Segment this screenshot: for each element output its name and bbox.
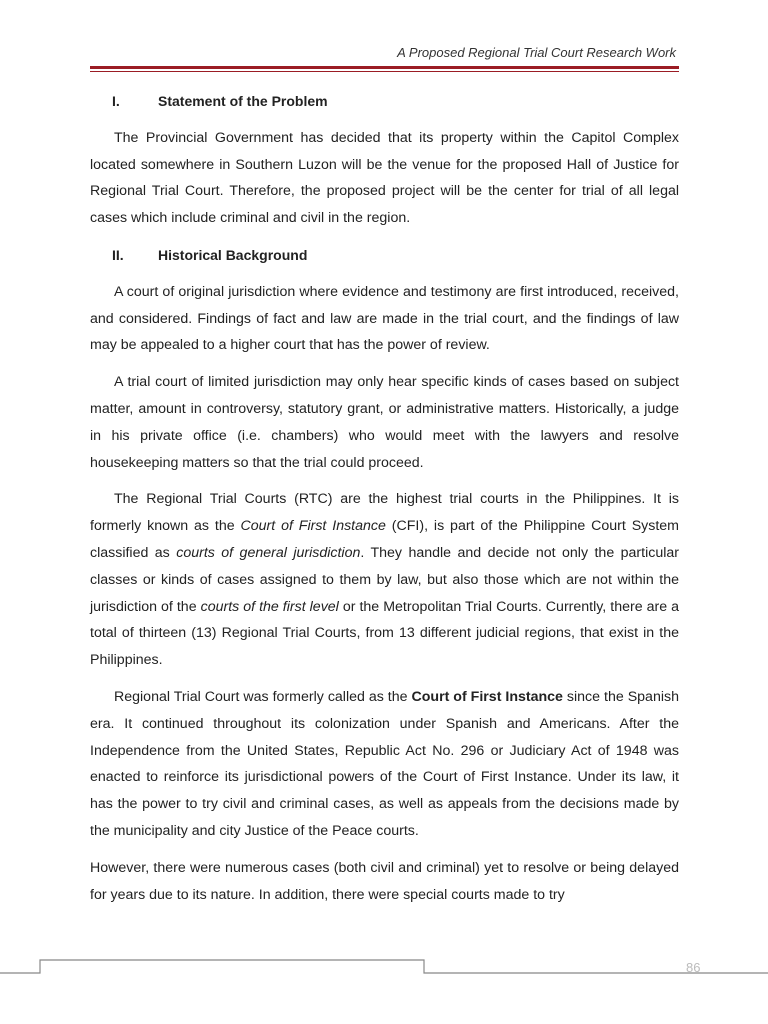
text-run: Regional Trial Court was formerly called as the xyxy=(114,688,412,705)
italic-term: Court of First Instance xyxy=(240,518,386,535)
paragraph-limited-jurisdiction: A trial court of limited jurisdiction may only hear specific kinds of cases based on subject matter, amount in controversy, statutory grant, or administrative matters. Historically, a judge in his private office (i.e. chambers) who would meet with the lawyers and resolve housekeeping matters so that the trial could proceed. xyxy=(90,374,679,471)
header-rule-thick xyxy=(90,66,679,69)
italic-term: courts of the first level xyxy=(200,598,339,615)
text-run: (CFI), is part of the Philippine Court System classified as xyxy=(90,518,679,561)
page-number: 86 xyxy=(686,960,701,975)
document-body xyxy=(90,88,679,918)
paragraph-statement: The Provincial Government has decided that its property within the Capitol Complex located somewhere in Southern Luzon will be the venue for the proposed Hall of Justice for Regional Trial Court. Therefore, the proposed project will be the center for trial of all legal cases which include criminal and civil in the region. xyxy=(90,129,679,227)
page-header-title: A Proposed Regional Trial Court Research Work xyxy=(397,45,676,60)
text-run: since the Spanish era. It continued throughout its colonization under Spanish and Americans. After the Independence from the United States, Republic Act No. 296 or Judiciary Act of 1948 was enacted to reinforce its jurisdictional powers of the Court of First Instance. Under its law, it has the power to try civil and criminal cases, as well as appeals from the decisions made by the municipality and city Justice of the Peace courts. xyxy=(90,688,679,839)
header-rule-thin xyxy=(90,71,679,72)
section-number: II. xyxy=(112,246,124,263)
section-number: I. xyxy=(112,93,120,109)
paragraph-numerous-cases: However, there were numerous cases (both civil and criminal) yet to resolve or being delayed for years due to its nature. In addition, there were special courts made to try xyxy=(90,859,679,903)
section-title: Historical Background xyxy=(158,246,308,263)
text-run: or the Metropolitan Trial Courts. Currently, there are a total of thirteen (13) Regional Trial Courts, from 13 different judicial regions, that exist in the Philippines. xyxy=(90,598,679,669)
paragraph-regional-trial-courts xyxy=(90,486,679,674)
section-heading-historical xyxy=(90,242,679,269)
paragraph-original-jurisdiction: A court of original jurisdiction where evidence and testimony are first introduced, received, and considered. Findings of fact and law are made in the trial court, and the findings of law may be appealed to a higher court that has the power of review. xyxy=(90,283,679,354)
italic-term: courts of general jurisdiction xyxy=(176,544,361,561)
bold-term: Court of First Instance xyxy=(411,688,563,705)
section-title: Statement of the Problem xyxy=(158,93,328,109)
text-run: The Regional Trial Courts (RTC) are the highest trial courts in the Philippines. It is formerly known as the xyxy=(90,491,679,535)
paragraph-court-first-instance xyxy=(90,684,679,845)
footer-line xyxy=(0,960,768,973)
text-run: . They handle and decide not only the particular classes or kinds of cases assigned to them by law, but also those which are not within the jurisdiction of the xyxy=(90,544,679,615)
footer-border xyxy=(0,955,768,979)
section-heading-statement xyxy=(90,88,679,115)
